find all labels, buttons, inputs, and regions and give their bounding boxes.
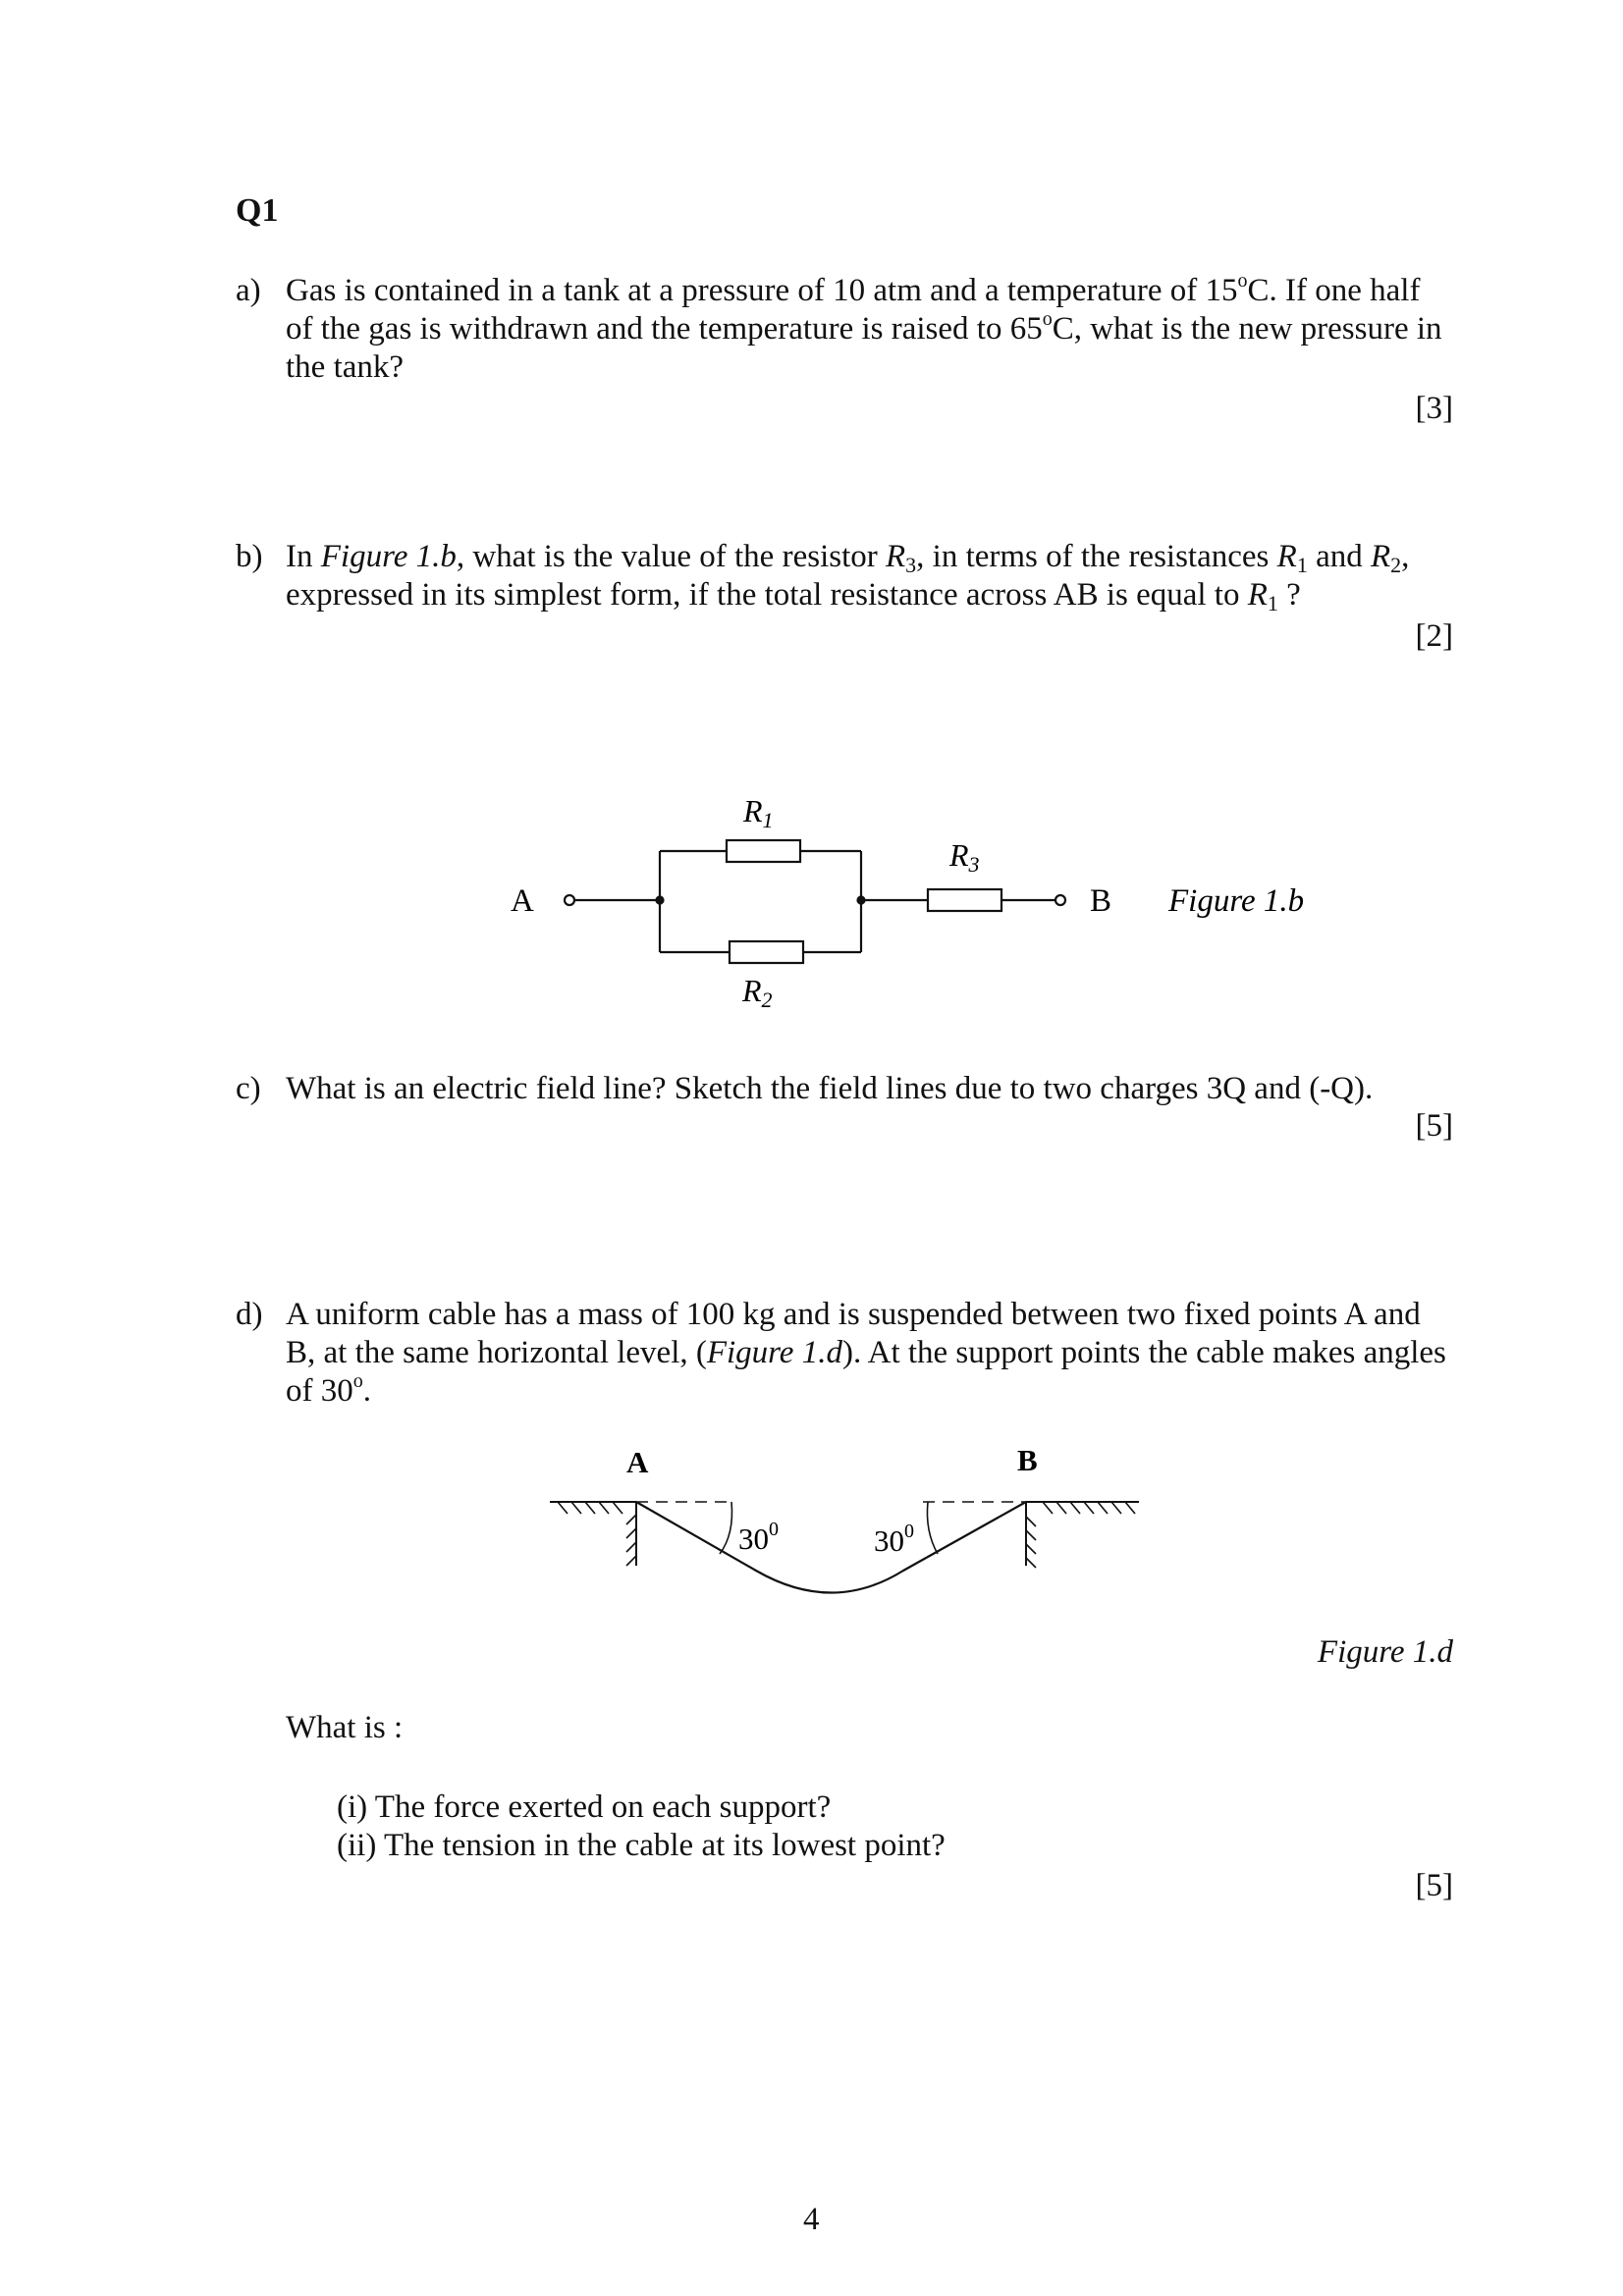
part-d: [236, 1296, 1453, 1411]
part-c-marks: [5]: [1415, 1108, 1453, 1144]
terminal-a: [565, 895, 574, 905]
page-number: 4: [803, 2202, 820, 2237]
part-d-text: A uniform cable has a mass of 100 kg and is suspended between two fixed points A and B, at the same horizontal level, (Figure 1.d). At the support points the cable makes angles of 30$^o$.: [286, 1297, 1446, 1409]
figure-1b-circuit: [0, 775, 1623, 1031]
question-heading: Q1: [236, 192, 279, 229]
part-c-text: What is an electric field line? Sketch the field lines due to two charges 3Q and (-Q).: [286, 1071, 1374, 1106]
part-c-label: c): [236, 1071, 261, 1106]
node-a-label: A: [511, 883, 534, 919]
part-c: [236, 1070, 1453, 1108]
r1-label: R1: [743, 793, 774, 832]
part-a-text: Gas is contained in a tank at a pressure of 10 atm and a temperature of 15$^o$C. If one half of the gas is withdrawn and the temperature is raised to 65$^o$C, what is the new pressure in the tank?: [286, 270, 1442, 385]
part-b-label: b): [236, 539, 263, 574]
part-d-sub-ii: (ii) The tension in the cable at its lowest point?: [337, 1828, 946, 1863]
resistor-r1: [727, 840, 800, 862]
terminal-b: [1055, 895, 1065, 905]
cable: [636, 1502, 1026, 1593]
part-d-marks: [5]: [1415, 1868, 1453, 1903]
figure-1b-caption: Figure 1.b: [1168, 883, 1305, 919]
part-a-marks: [3]: [1415, 391, 1453, 426]
part-d-label: d): [236, 1297, 263, 1332]
point-a-label: A: [626, 1445, 649, 1479]
figure-1d-caption: Figure 1.d: [1317, 1634, 1453, 1670]
what-is-label: What is :: [286, 1710, 404, 1745]
r3-label: R3: [949, 837, 980, 877]
part-b: [236, 538, 1453, 614]
r2-label: R2: [742, 973, 773, 1012]
resistor-r2: [730, 941, 803, 963]
angle-right-label: $30^0$: [874, 1521, 914, 1558]
part-a-label: a): [236, 273, 261, 308]
angle-left-label: $30^0$: [738, 1519, 779, 1556]
part-b-text: In Figure 1.b, what is the value of the resistor $R_3$, in terms of the resistances $R_1$ and $R_2$, expressed in its simplest form, if the total resistance across AB is equal to $R_1$ ?: [286, 539, 1410, 615]
node-b-label: B: [1090, 883, 1112, 919]
part-d-sub-i: (i) The force exerted on each support?: [337, 1789, 832, 1825]
part-a: [236, 272, 1453, 387]
part-b-marks: [2]: [1415, 618, 1453, 654]
resistor-r3: [928, 889, 1001, 911]
point-b-label: B: [1017, 1443, 1038, 1477]
figure-1d-cable: [0, 1438, 1623, 1634]
